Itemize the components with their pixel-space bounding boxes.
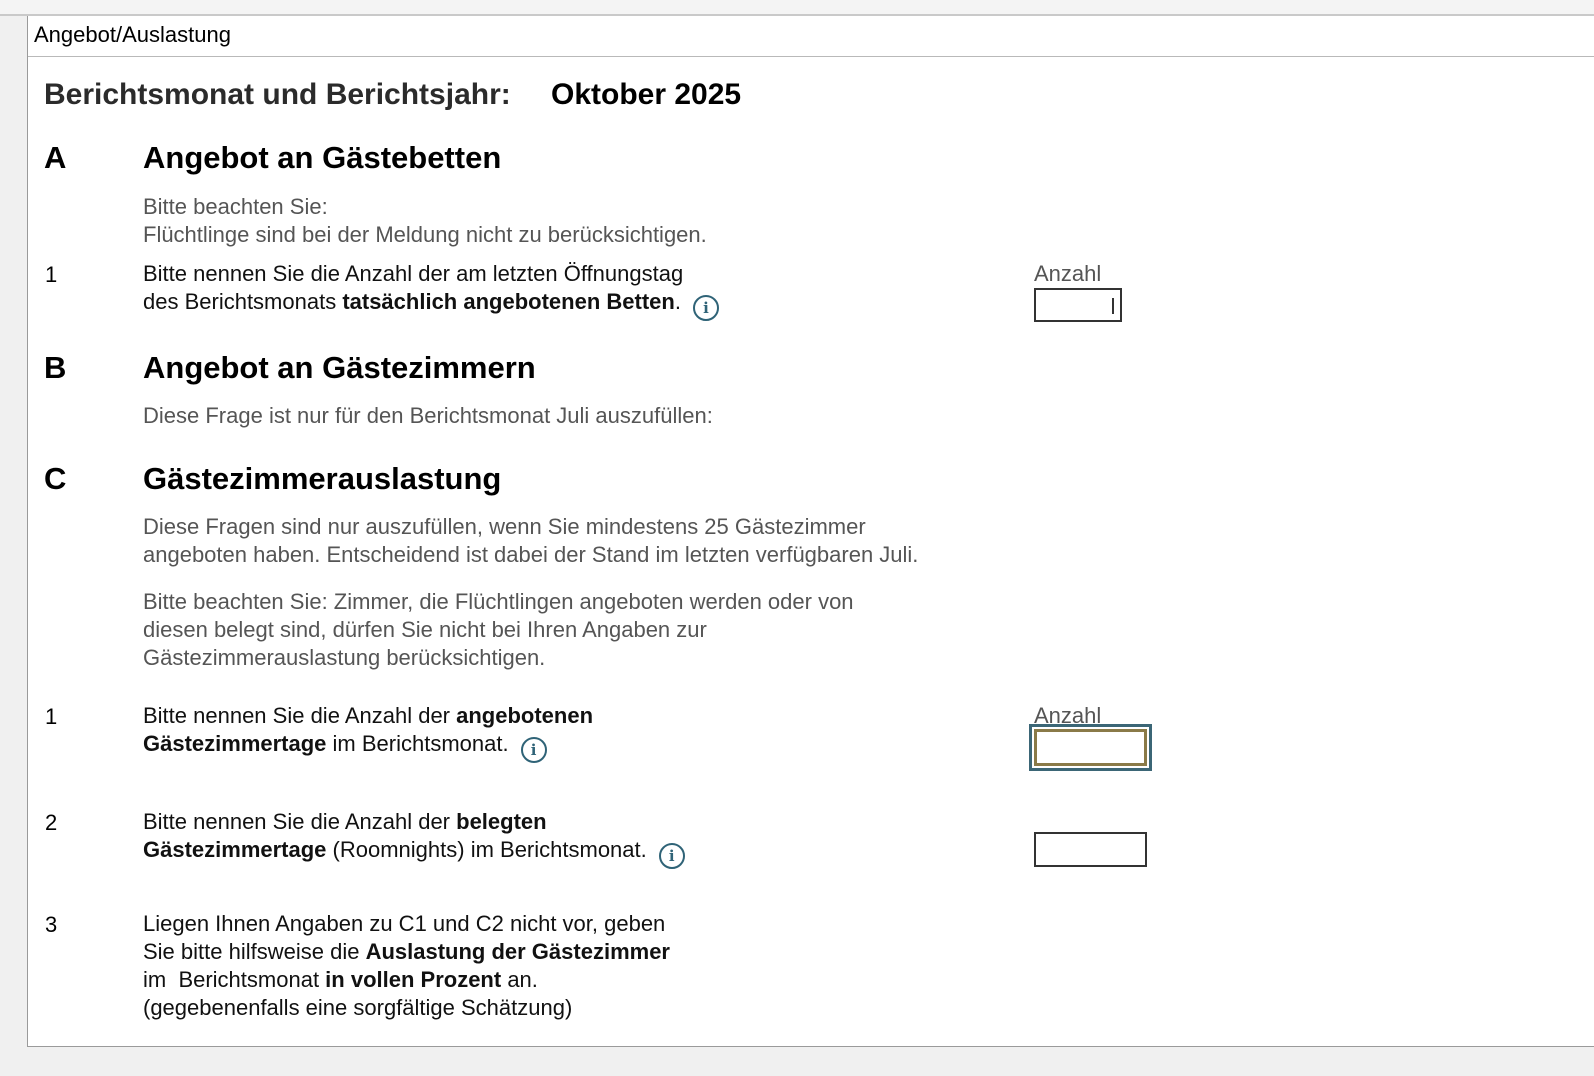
- question-c3-line: Liegen Ihnen Angaben zu C1 und C2 nicht vor, geben: [143, 911, 666, 936]
- question-c2-line: [143, 808, 685, 836]
- section-b-title: Angebot an Gästezimmern: [143, 350, 536, 385]
- question-a1-bold-text: tatsächlich angebotenen Betten: [342, 289, 675, 314]
- question-c3-line-text: im Berichtsmonat: [143, 967, 326, 992]
- question-c3-line-text: an.: [501, 967, 538, 992]
- report-period-label: Berichtsmonat und Berichtsjahr:: [44, 78, 511, 111]
- section-a-title: Angebot an Gästebetten: [143, 140, 502, 175]
- question-c2-line-text: (Roomnights) im Berichtsmonat.: [326, 837, 647, 862]
- question-c3-text: [143, 910, 670, 1022]
- occupied-room-days-input[interactable]: [1034, 832, 1147, 867]
- question-c2-text: [143, 808, 685, 869]
- section-a-note: [143, 193, 707, 249]
- question-c3-line: [143, 938, 670, 966]
- question-c1-field-label: Anzahl: [1034, 703, 1102, 728]
- question-c3-number: 3: [45, 912, 58, 937]
- section-c-note-line: diesen belegt sind, dürfen Sie nicht bei Ihren Angaben zur: [143, 617, 707, 642]
- offered-room-days-input[interactable]: [1029, 724, 1152, 771]
- section-c-note-2: [143, 588, 854, 672]
- question-c1-bold-text: angebotenen: [456, 703, 594, 728]
- question-c1-text: [143, 702, 593, 763]
- info-icon[interactable]: i: [693, 295, 719, 321]
- section-b-note: Diese Frage ist nur für den Berichtsmonat Juli auszufüllen:: [143, 403, 713, 428]
- section-a-letter: A: [44, 140, 67, 175]
- question-c3-line: [143, 966, 670, 994]
- section-a-note-line: Flüchtlinge sind bei der Meldung nicht zu berücksichtigen.: [143, 222, 707, 247]
- question-c1-bold-text: Gästezimmertage: [143, 731, 327, 756]
- question-a1-line-text: .: [674, 289, 681, 314]
- section-c-note-1: [143, 513, 918, 569]
- offered-room-days-input-inner[interactable]: [1034, 729, 1147, 766]
- question-c2-number: 2: [45, 810, 58, 835]
- question-c3-line-text: Sie bitte hilfsweise die: [143, 939, 366, 964]
- beds-count-input[interactable]: [1034, 288, 1122, 322]
- question-a1-number: 1: [45, 262, 58, 287]
- text-caret: [1112, 298, 1114, 314]
- section-c-note-line: Bitte beachten Sie: Zimmer, die Flüchtlingen angeboten werden oder von: [143, 589, 854, 614]
- question-a1-line: [143, 288, 719, 321]
- question-c2-bold-text: Gästezimmertage: [143, 837, 327, 862]
- question-c1-number: 1: [45, 704, 58, 729]
- info-icon[interactable]: i: [659, 843, 685, 869]
- panel-header-title: Angebot/Auslastung: [34, 22, 231, 47]
- form-panel: [27, 16, 1594, 1047]
- question-a1-field-label: Anzahl: [1034, 261, 1102, 286]
- question-c3-bold-text: in vollen Prozent: [325, 967, 502, 992]
- report-period-value: Oktober 2025: [551, 78, 742, 111]
- question-c1-line-text: Bitte nennen Sie die Anzahl der: [143, 703, 457, 728]
- question-c3-bold-text: Auslastung der Gästezimmer: [365, 939, 670, 964]
- question-c2-line-text: Bitte nennen Sie die Anzahl der: [143, 809, 457, 834]
- section-b-letter: B: [44, 350, 67, 385]
- question-c2-line: [143, 836, 685, 869]
- question-c1-line: [143, 730, 593, 763]
- question-c3-line: (gegebenenfalls eine sorgfältige Schätzung): [143, 995, 573, 1020]
- section-c-note-line: Diese Fragen sind nur auszufüllen, wenn Sie mindestens 25 Gästezimmer: [143, 514, 866, 539]
- question-a1-line-text: des Berichtsmonats: [143, 289, 343, 314]
- question-a1-line: Bitte nennen Sie die Anzahl der am letzten Öffnungstag: [143, 261, 684, 286]
- section-a-note-line: Bitte beachten Sie:: [143, 194, 328, 219]
- question-a1-text: [143, 260, 719, 321]
- section-c-note-line: angeboten haben. Entscheidend ist dabei der Stand im letzten verfügbaren Juli.: [143, 542, 919, 567]
- window-top-bar: [0, 0, 1594, 16]
- section-c-note-line: Gästezimmerauslastung berücksichtigen.: [143, 645, 546, 670]
- question-c1-line-text: im Berichtsmonat.: [326, 731, 509, 756]
- section-c-letter: C: [44, 461, 67, 496]
- panel-header: [28, 16, 1594, 57]
- question-c2-bold-text: belegten: [456, 809, 547, 834]
- info-icon[interactable]: i: [521, 737, 547, 763]
- question-c1-line: [143, 702, 593, 730]
- section-c-title: Gästezimmerauslastung: [143, 461, 502, 496]
